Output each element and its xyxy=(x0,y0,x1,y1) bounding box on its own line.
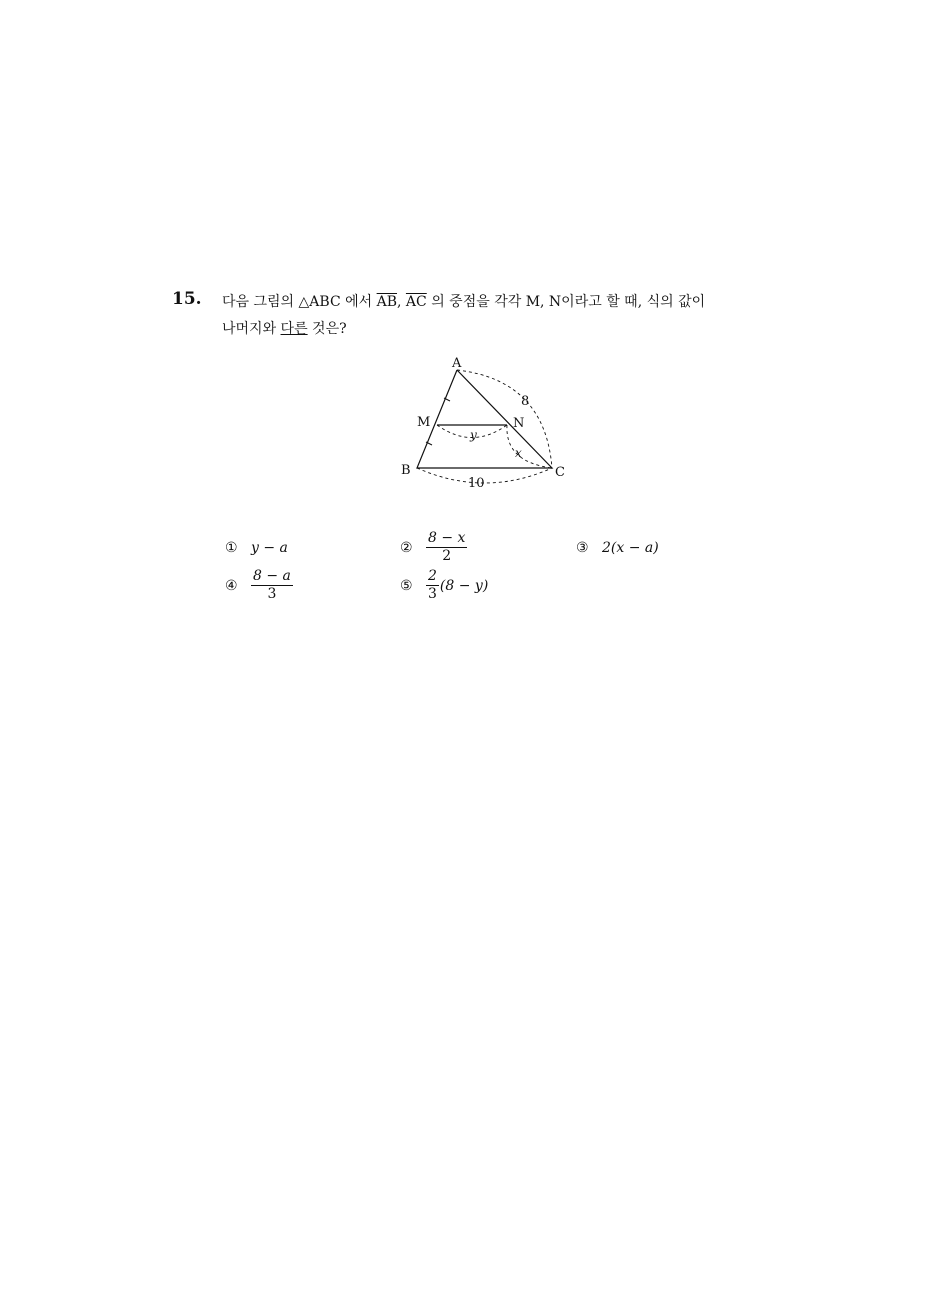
question-text-part: 다음 그림의 △ABC 에서 xyxy=(222,294,377,310)
separator: , xyxy=(397,294,406,310)
fraction-numerator: 8 − a xyxy=(253,568,291,584)
segment-ab: $\overline{AB}$ xyxy=(376,294,398,310)
choice-4[interactable] xyxy=(225,568,293,603)
question-number: 15. xyxy=(172,289,202,309)
choice-number: ⑤ xyxy=(400,577,413,594)
length-bc: 10 xyxy=(468,476,485,491)
choice-number: ④ xyxy=(225,577,238,594)
choice-1[interactable] xyxy=(225,540,288,556)
label-b: B xyxy=(401,463,411,478)
choice-expression: 2(x − a) xyxy=(602,540,659,556)
fraction-denominator: 3 xyxy=(428,586,437,602)
fraction-numerator: 8 − x xyxy=(428,530,466,546)
segment-ac: $\overline{AC}$ xyxy=(405,294,427,310)
choice-number: ③ xyxy=(576,540,589,556)
emphasis-underline: 다른 xyxy=(280,321,308,337)
fraction-denominator: 2 xyxy=(442,548,452,564)
choice-expression-suffix: (8 − y) xyxy=(439,577,489,594)
triangle-outline xyxy=(417,370,552,468)
choice-number: ② xyxy=(400,539,413,556)
var-x: x xyxy=(515,446,522,460)
fraction xyxy=(251,568,293,603)
choice-2[interactable] xyxy=(400,530,467,565)
fraction-denominator: 3 xyxy=(267,586,277,602)
question-text-line1 xyxy=(222,291,705,311)
triangle-figure xyxy=(395,350,585,495)
choice-3[interactable] xyxy=(576,540,659,556)
choice-expression: y − a xyxy=(251,540,288,556)
question-text-part: 것은? xyxy=(307,321,347,337)
fraction xyxy=(426,530,467,565)
question-text-part: 나머지와 xyxy=(222,321,281,337)
question-text-part: 의 중점을 각각 M, N이라고 할 때, 식의 값이 xyxy=(426,294,706,310)
question-text-line2 xyxy=(222,318,347,338)
fraction-numerator: 2 xyxy=(428,568,437,584)
choice-number: ① xyxy=(225,540,238,556)
label-c: C xyxy=(555,465,565,480)
label-a: A xyxy=(452,356,462,371)
label-m: M xyxy=(417,415,431,430)
length-ac: 8 xyxy=(521,394,530,409)
choice-5[interactable] xyxy=(400,568,488,603)
var-y: y xyxy=(470,428,477,442)
label-n: N xyxy=(513,416,525,431)
fraction xyxy=(426,568,439,603)
